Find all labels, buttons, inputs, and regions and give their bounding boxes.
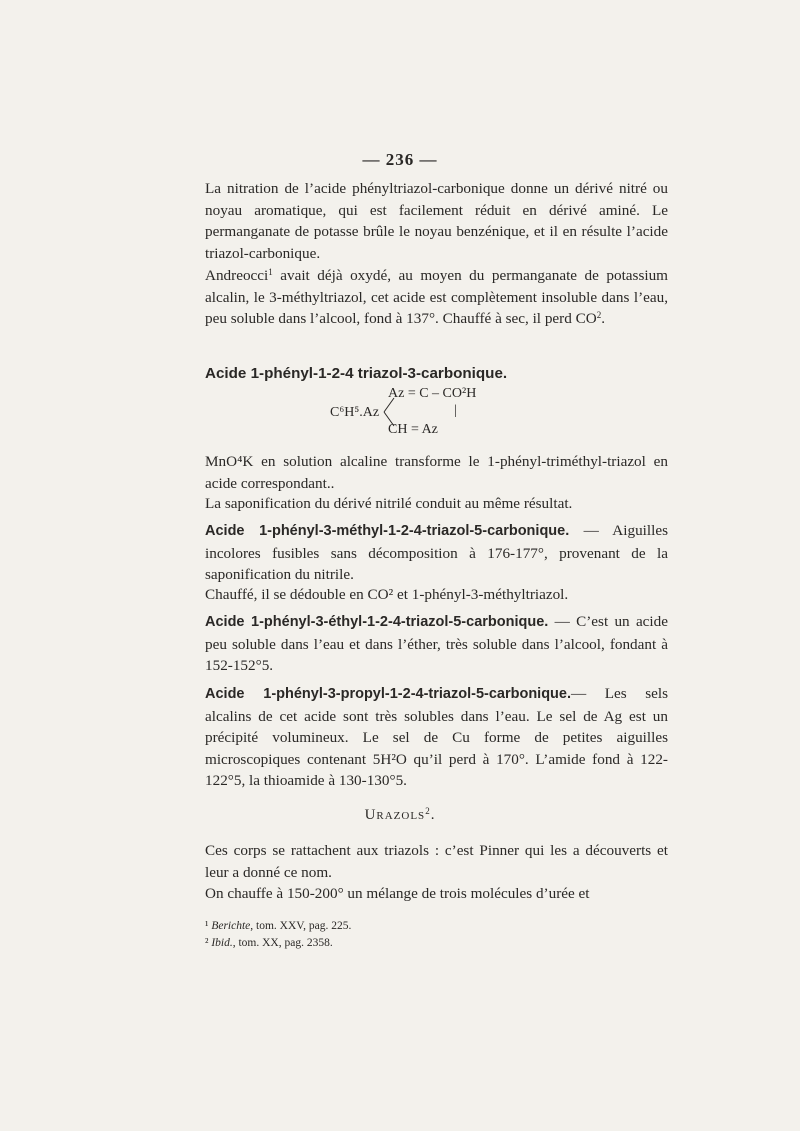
footnote-2 xyxy=(205,935,668,952)
page-number: — 236 — xyxy=(362,150,438,169)
paragraph-text: — Aiguilles incolores fusibles sans décomposition à 176-177°, provenant de la saponification du nitrile. xyxy=(205,522,668,583)
paragraph-methyl xyxy=(205,520,668,586)
section-title-urazols xyxy=(0,807,800,824)
subscript-text: 2 xyxy=(596,310,602,320)
paragraph-urazols-intro xyxy=(205,840,668,883)
footnote-number: ² xyxy=(205,937,209,949)
paragraph-text: Chauffé, il se dédouble en CO² et 1-phényl-3-méthyltriazol. xyxy=(205,586,569,603)
paragraph-ethyl xyxy=(205,611,668,677)
footnote-ref: 2 xyxy=(425,806,431,816)
paragraph-text: La saponification du dérivé nitrilé conduit au même résultat. xyxy=(205,495,573,512)
paragraph-end: . xyxy=(601,310,606,327)
paragraph-text: — Les sels alcalins de cet acide sont très solubles dans l’eau. Le sel de Ag est un précipité volumineux. Le sel de Cu forme de petites aiguilles microscopiques contenant 5H²O qu’il perd à 170°. L’amide fond à 122-122°5, la thioamide à 130-130°5. xyxy=(205,685,668,789)
paragraph-text: On chauffe à 150-200° un mélange de trois molécules d’urée et xyxy=(205,885,590,902)
paragraph-chauffe xyxy=(205,584,668,606)
heading-acide-propyl: Acide 1-phényl-3-propyl-1-2-4-triazol-5-carbonique. xyxy=(205,686,572,702)
paragraph-urazols-method xyxy=(205,883,668,905)
footnote-number: ¹ xyxy=(205,920,209,932)
heading-acide-triazol-3: Acide 1-phényl-1-2-4 triazol-3-carbonique. xyxy=(205,365,508,382)
section-title-dot: . xyxy=(430,807,436,823)
paragraph-text: MnO⁴K en solution alcaline transforme le 1-phényl-triméthyl-triazol en acide correspondant.. xyxy=(205,453,668,492)
footnote-1 xyxy=(205,918,668,935)
footnote-ref: 1 xyxy=(268,267,273,277)
footnote-source: Ibid. xyxy=(211,937,233,949)
paragraph-propyl xyxy=(205,683,668,792)
formula-top: Az = C – CO²H xyxy=(388,386,477,401)
footnote-ref-text: , tom. XXV, pag. 225. xyxy=(250,920,352,932)
author-name: Andreocci xyxy=(205,267,269,284)
footnote-ref-text: , tom. XX, pag. 2358. xyxy=(232,937,333,949)
chemical-formula xyxy=(300,384,560,444)
section-title-text: Urazols xyxy=(364,807,426,823)
paragraph-andreocci xyxy=(205,265,668,330)
paragraph-saponification xyxy=(205,493,668,515)
paragraph-text: avait déjà oxydé, au moyen du permanganate de potassium alcalin, le 3-méthyltriazol, cet acide est complètement insoluble dans l’eau, peu soluble dans l’alcool, fond à 137°. Chauffé à sec, il perd CO xyxy=(205,267,668,327)
formula-left: C⁶H⁵.Az xyxy=(330,405,380,420)
heading-acide-methyl: Acide 1-phényl-3-méthyl-1-2-4-triazol-5-carbonique. xyxy=(205,523,570,539)
paragraph-text: La nitration de l’acide phényltriazol-carbonique donne un dérivé nitré ou noyau aromatique, qui est facilement réduit en dérivé aminé. Le permanganate de potasse brûle le noyau benzénique, et il en résulte l’acide triazol-carbonique. xyxy=(205,180,668,262)
footnotes xyxy=(205,918,668,952)
paragraph-mno4k xyxy=(205,451,668,494)
formula-bottom: CH = Az xyxy=(388,422,438,437)
paragraph-text: — C’est un acide peu soluble dans l’eau et dans l’éther, très soluble dans l’alcool, fondant à 152-152°5. xyxy=(205,613,668,674)
footnote-source: Berichte xyxy=(211,920,251,932)
paragraph-nitration xyxy=(205,178,668,264)
paragraph-text: Ces corps se rattachent aux triazols : c’est Pinner qui les a découverts et leur a donné ce nom. xyxy=(205,842,668,881)
heading-acide-ethyl: Acide 1-phényl-3-éthyl-1-2-4-triazol-5-carbonique. xyxy=(205,614,549,630)
formula-bar: | xyxy=(454,403,457,418)
